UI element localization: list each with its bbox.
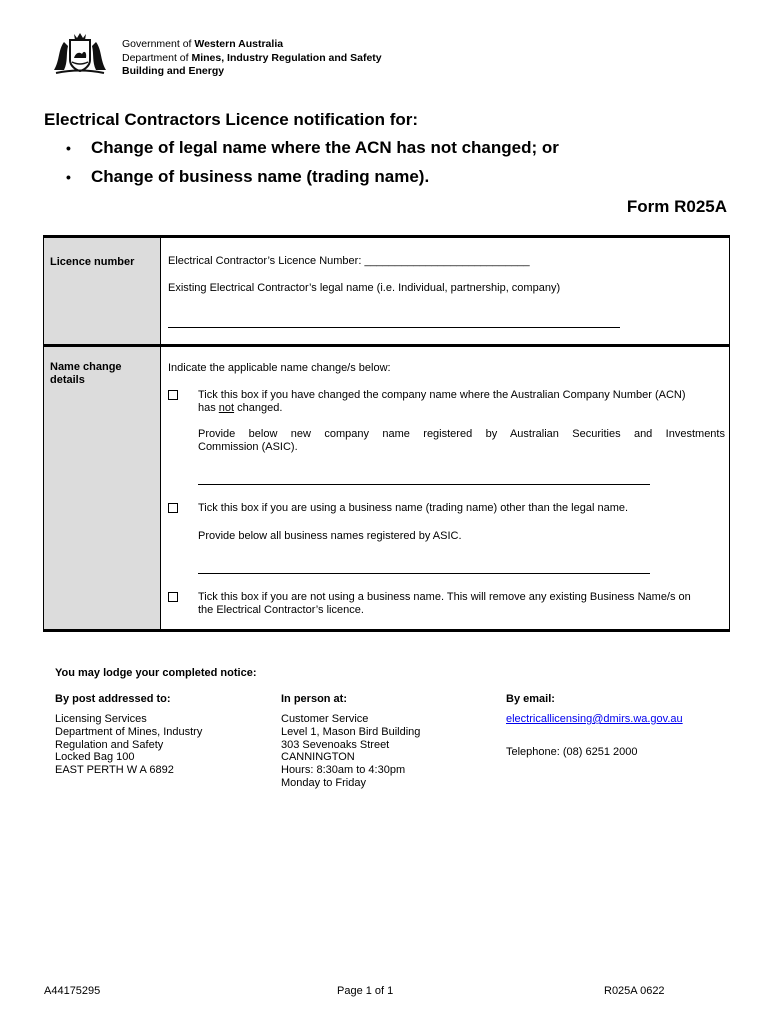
page-title: Electrical Contractors Licence notification for: (44, 110, 419, 129)
post-address-line: Regulation and Safety (55, 738, 164, 751)
in-person-line: CANNINGTON (281, 751, 355, 764)
name-change-intro: Indicate the applicable name change/s below: (168, 362, 391, 374)
telephone: Telephone: (08) 6251 2000 (506, 746, 638, 758)
option3-text-line2: the Electrical Contractor’s licence. (198, 604, 364, 616)
header-line1-bold: Western Australia (194, 38, 284, 50)
option2-provide-text: Provide below all business names registered by ASIC. (198, 530, 462, 542)
header-line3-bold: Building and Energy (122, 65, 225, 77)
page-number: Page 1 of 1 (337, 985, 394, 997)
in-person-line: 303 Sevenoaks Street (281, 738, 390, 751)
header-line2-prefix: Department of (122, 51, 192, 64)
header-line2-bold: Mines, Industry Regulation and Safety (191, 51, 382, 64)
row-divider (44, 344, 729, 347)
government-header (122, 38, 382, 79)
post-address-line: EAST PERTH W A 6892 (55, 764, 174, 777)
label-column (44, 238, 161, 629)
option1-text (198, 389, 726, 415)
document-id: A44175295 (44, 985, 101, 997)
in-person-address (281, 713, 420, 790)
form-number: Form R025A (626, 197, 727, 216)
option1-provide-line1: Provide below new company name registered by Australian Securities and Investments (198, 428, 725, 440)
in-person-line: Monday to Friday (281, 776, 366, 789)
wa-coat-of-arms-icon (50, 30, 110, 76)
option1-text-part3: changed. (234, 402, 283, 414)
post-address (55, 713, 225, 777)
post-heading: By post addressed to: (55, 693, 171, 705)
title-bullet: • Change of legal name where the ACN has not changed; or (66, 138, 559, 167)
option1-text-line2 (198, 402, 726, 415)
option1-text-line1: Tick this box if you have changed the company name where the Australian Company Number (ACN) (198, 389, 686, 401)
option1-provide-line2: Commission (ASIC). (198, 441, 298, 453)
option3-text-line1: Tick this box if you are not using a business name. This will remove any existing Business Name/s on (198, 591, 691, 603)
post-address-line: Locked Bag 100 (55, 751, 135, 764)
option1-text-part2: has (198, 402, 219, 414)
licence-number-label: Licence number (50, 256, 135, 268)
option1-underlined-not: not (218, 402, 235, 414)
title-bullet: • Change of business name (trading name). (66, 167, 559, 196)
legal-name-label: Existing Electrical Contractor’s legal name (i.e. Individual, partnership, company) (168, 282, 561, 294)
legal-name-input-line[interactable] (168, 327, 620, 328)
form-version: R025A 0622 (604, 985, 665, 997)
business-names-input-line[interactable] (198, 573, 650, 574)
header-line1-prefix: Government of (122, 38, 195, 50)
post-address-line: Department of Mines, Industry (55, 725, 203, 738)
post-address-line: Licensing Services (55, 713, 147, 725)
option2-text: Tick this box if you are using a business name (trading name) other than the legal name. (198, 502, 629, 514)
in-person-line: Customer Service (281, 713, 369, 725)
title-bullet-list (66, 138, 559, 196)
option3-text (198, 591, 728, 617)
name-change-label-line1: Name change (50, 361, 122, 373)
option2-checkbox[interactable] (168, 503, 178, 513)
option1-checkbox[interactable] (168, 390, 178, 400)
name-change-label-line2: details (50, 374, 85, 386)
email-heading: By email: (506, 693, 555, 705)
option3-checkbox[interactable] (168, 592, 178, 602)
lodge-heading: You may lodge your completed notice: (55, 667, 257, 679)
in-person-line: Level 1, Mason Bird Building (281, 725, 421, 738)
company-name-input-line[interactable] (198, 484, 650, 485)
email-link[interactable]: electricallicensing@dmirs.wa.gov.au (506, 713, 683, 725)
licence-number-field[interactable]: Electrical Contractor’s Licence Number: ___________________________ (168, 255, 530, 267)
in-person-heading: In person at: (281, 693, 348, 705)
option1-provide-text (198, 428, 725, 454)
name-change-label (50, 361, 122, 387)
in-person-line: Hours: 8:30am to 4:30pm (281, 764, 406, 777)
